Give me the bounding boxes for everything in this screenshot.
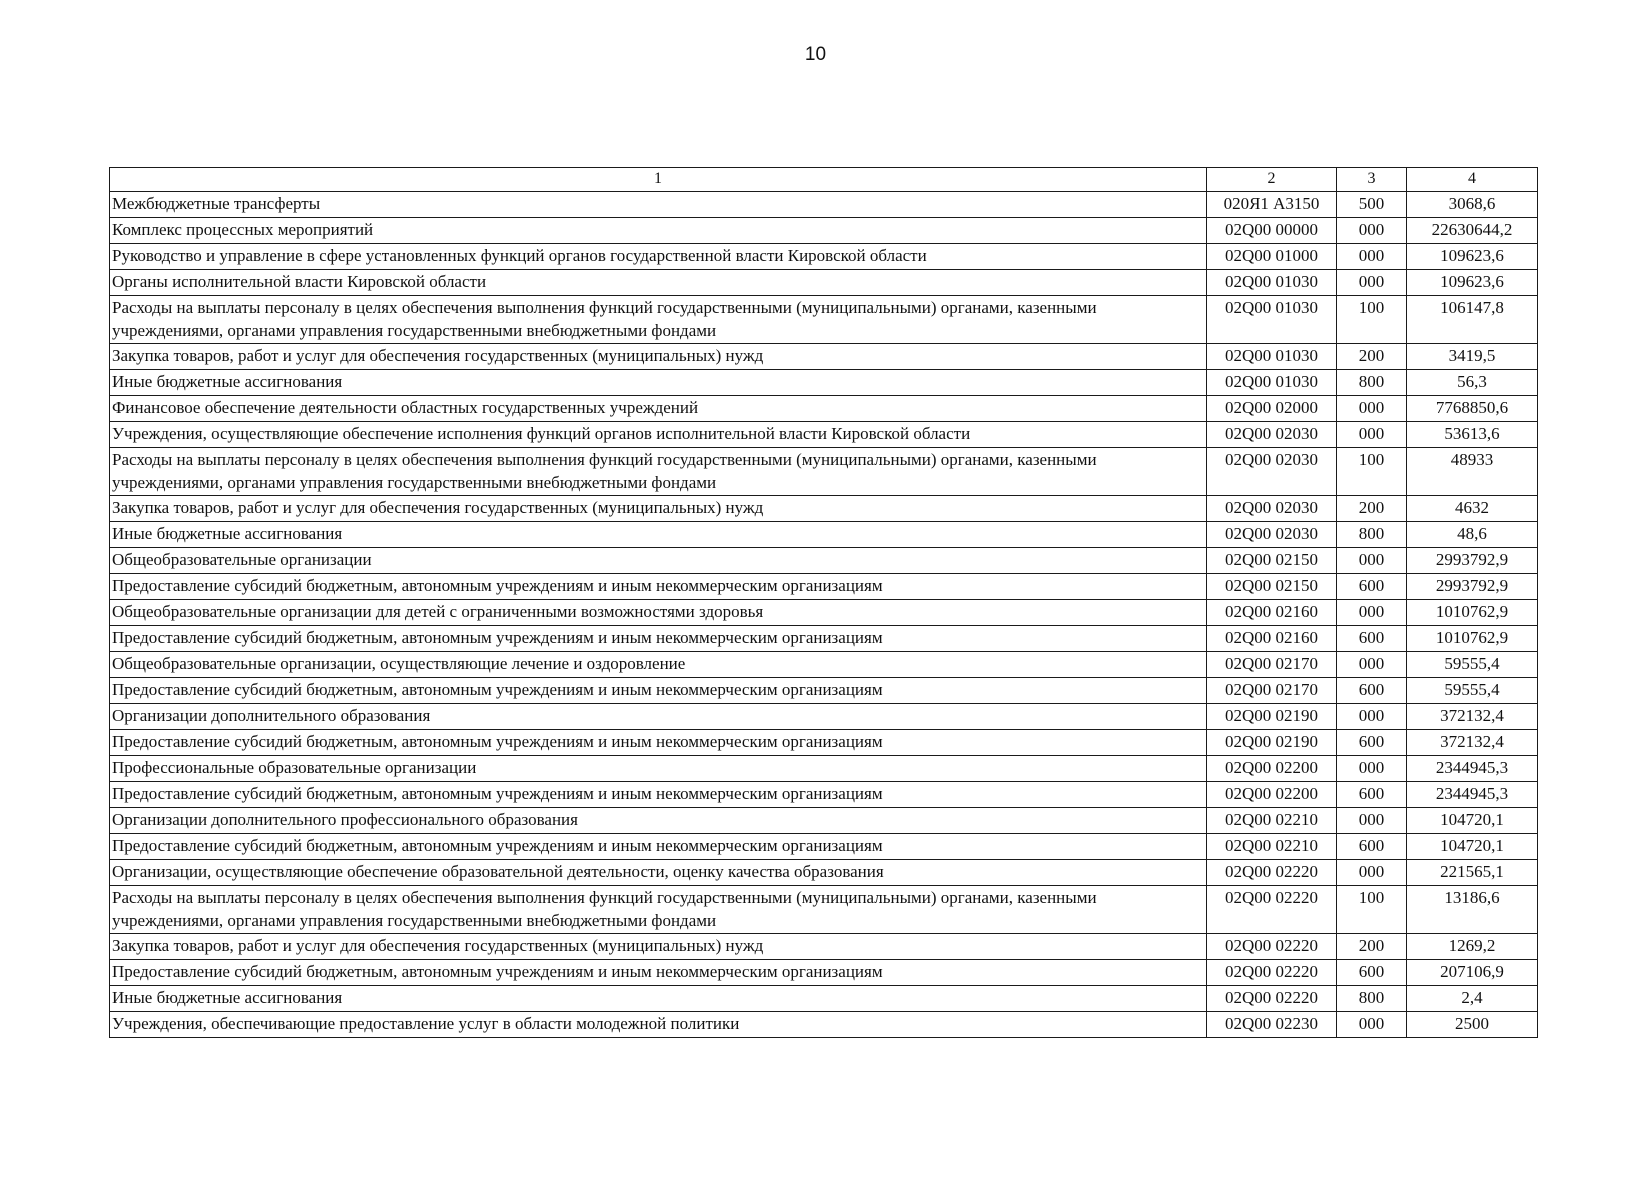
row-amount-cell: 109623,6 (1407, 244, 1538, 270)
row-expense-type-cell: 200 (1337, 344, 1407, 370)
row-code-cell: 020Я1 А3150 (1207, 192, 1337, 218)
row-name-cell: Закупка товаров, работ и услуг для обеспечения государственных (муниципальных) нужд (110, 934, 1207, 960)
row-code-cell: 02Q00 02190 (1207, 730, 1337, 756)
row-amount-cell: 13186,6 (1407, 886, 1538, 934)
row-expense-type-cell: 500 (1337, 192, 1407, 218)
table-row (110, 1012, 1538, 1038)
table-row (110, 218, 1538, 244)
row-code-cell: 02Q00 02220 (1207, 886, 1337, 934)
table-row (110, 808, 1538, 834)
row-expense-type-cell: 600 (1337, 574, 1407, 600)
row-name-cell: Организации дополнительного образования (110, 704, 1207, 730)
row-code-cell: 02Q00 02220 (1207, 960, 1337, 986)
row-expense-type-cell: 800 (1337, 370, 1407, 396)
row-name-cell: Закупка товаров, работ и услуг для обеспечения государственных (муниципальных) нужд (110, 496, 1207, 522)
row-name-cell: Органы исполнительной власти Кировской области (110, 270, 1207, 296)
row-code-cell: 02Q00 02200 (1207, 782, 1337, 808)
table-row (110, 730, 1538, 756)
row-code-cell: 02Q00 02190 (1207, 704, 1337, 730)
row-name-cell: Закупка товаров, работ и услуг для обеспечения государственных (муниципальных) нужд (110, 344, 1207, 370)
table-row (110, 370, 1538, 396)
row-expense-type-cell: 000 (1337, 218, 1407, 244)
row-code-cell: 02Q00 02230 (1207, 1012, 1337, 1038)
row-amount-cell: 4632 (1407, 496, 1538, 522)
row-name-cell: Комплекс процессных мероприятий (110, 218, 1207, 244)
row-code-cell: 02Q00 02030 (1207, 448, 1337, 496)
row-expense-type-cell: 100 (1337, 448, 1407, 496)
row-expense-type-cell: 800 (1337, 522, 1407, 548)
row-amount-cell: 2344945,3 (1407, 756, 1538, 782)
table-row (110, 756, 1538, 782)
page-number: 10 (804, 44, 827, 65)
table-row (110, 834, 1538, 860)
row-amount-cell: 2344945,3 (1407, 782, 1538, 808)
row-amount-cell: 53613,6 (1407, 422, 1538, 448)
row-expense-type-cell: 600 (1337, 678, 1407, 704)
row-code-cell: 02Q00 02210 (1207, 834, 1337, 860)
table-row (110, 522, 1538, 548)
row-amount-cell: 1010762,9 (1407, 626, 1538, 652)
row-expense-type-cell: 000 (1337, 860, 1407, 886)
row-amount-cell: 2993792,9 (1407, 548, 1538, 574)
table-row (110, 678, 1538, 704)
row-amount-cell: 1010762,9 (1407, 600, 1538, 626)
table-row (110, 600, 1538, 626)
table-row (110, 986, 1538, 1012)
table-row (110, 422, 1538, 448)
row-amount-cell: 106147,8 (1407, 296, 1538, 344)
row-name-cell: Руководство и управление в сфере установленных функций органов государственной власти Кировской области (110, 244, 1207, 270)
row-code-cell: 02Q00 02030 (1207, 422, 1337, 448)
row-expense-type-cell: 000 (1337, 808, 1407, 834)
row-code-cell: 02Q00 02160 (1207, 600, 1337, 626)
row-code-cell: 02Q00 01030 (1207, 296, 1337, 344)
row-expense-type-cell: 600 (1337, 782, 1407, 808)
table-row (110, 934, 1538, 960)
row-name-cell: Предоставление субсидий бюджетным, автономным учреждениям и иным некоммерческим организациям (110, 626, 1207, 652)
row-amount-cell: 48,6 (1407, 522, 1538, 548)
row-code-cell: 02Q00 02030 (1207, 522, 1337, 548)
row-expense-type-cell: 100 (1337, 886, 1407, 934)
row-code-cell: 02Q00 02210 (1207, 808, 1337, 834)
row-expense-type-cell: 000 (1337, 652, 1407, 678)
table-row (110, 344, 1538, 370)
table-row (110, 574, 1538, 600)
row-name-cell: Профессиональные образовательные организации (110, 756, 1207, 782)
row-amount-cell: 59555,4 (1407, 652, 1538, 678)
row-expense-type-cell: 800 (1337, 986, 1407, 1012)
row-amount-cell: 2993792,9 (1407, 574, 1538, 600)
row-name-cell: Предоставление субсидий бюджетным, автономным учреждениям и иным некоммерческим организациям (110, 834, 1207, 860)
row-expense-type-cell: 600 (1337, 960, 1407, 986)
row-code-cell: 02Q00 02030 (1207, 496, 1337, 522)
row-amount-cell: 59555,4 (1407, 678, 1538, 704)
row-name-cell: Предоставление субсидий бюджетным, автономным учреждениям и иным некоммерческим организациям (110, 574, 1207, 600)
row-code-cell: 02Q00 01030 (1207, 270, 1337, 296)
row-amount-cell: 3068,6 (1407, 192, 1538, 218)
row-expense-type-cell: 200 (1337, 496, 1407, 522)
table-row (110, 244, 1538, 270)
table-row (110, 270, 1538, 296)
row-amount-cell: 372132,4 (1407, 704, 1538, 730)
row-code-cell: 02Q00 02000 (1207, 396, 1337, 422)
row-expense-type-cell: 200 (1337, 934, 1407, 960)
table-row (110, 886, 1538, 934)
row-amount-cell: 7768850,6 (1407, 396, 1538, 422)
row-amount-cell: 109623,6 (1407, 270, 1538, 296)
row-name-cell: Предоставление субсидий бюджетным, автономным учреждениям и иным некоммерческим организациям (110, 730, 1207, 756)
row-code-cell: 02Q00 01030 (1207, 370, 1337, 396)
column-header-amount: 4 (1407, 168, 1538, 192)
row-amount-cell: 2,4 (1407, 986, 1538, 1012)
row-expense-type-cell: 000 (1337, 244, 1407, 270)
row-amount-cell: 221565,1 (1407, 860, 1538, 886)
row-name-cell: Расходы на выплаты персоналу в целях обеспечения выполнения функций государственными (муниципальными) органами, казенными учреждениями, органами управления государственными внебюджетными фондами (110, 448, 1207, 496)
table-row (110, 192, 1538, 218)
row-name-cell: Предоставление субсидий бюджетным, автономным учреждениям и иным некоммерческим организациям (110, 782, 1207, 808)
row-code-cell: 02Q00 02220 (1207, 860, 1337, 886)
table-row (110, 652, 1538, 678)
row-expense-type-cell: 000 (1337, 396, 1407, 422)
row-code-cell: 02Q00 02170 (1207, 678, 1337, 704)
row-amount-cell: 207106,9 (1407, 960, 1538, 986)
row-amount-cell: 2500 (1407, 1012, 1538, 1038)
row-name-cell: Предоставление субсидий бюджетным, автономным учреждениям и иным некоммерческим организациям (110, 678, 1207, 704)
table-row (110, 960, 1538, 986)
row-name-cell: Иные бюджетные ассигнования (110, 986, 1207, 1012)
row-name-cell: Общеобразовательные организации, осуществляющие лечение и оздоровление (110, 652, 1207, 678)
row-name-cell: Межбюджетные трансферты (110, 192, 1207, 218)
table-row (110, 496, 1538, 522)
table-row (110, 704, 1538, 730)
table-row (110, 626, 1538, 652)
row-expense-type-cell: 000 (1337, 548, 1407, 574)
column-header-code: 2 (1207, 168, 1337, 192)
row-code-cell: 02Q00 02170 (1207, 652, 1337, 678)
row-amount-cell: 3419,5 (1407, 344, 1538, 370)
row-name-cell: Организации, осуществляющие обеспечение образовательной деятельности, оценку качества образования (110, 860, 1207, 886)
row-code-cell: 02Q00 02150 (1207, 548, 1337, 574)
row-expense-type-cell: 000 (1337, 422, 1407, 448)
row-code-cell: 02Q00 02150 (1207, 574, 1337, 600)
row-name-cell: Учреждения, осуществляющие обеспечение исполнения функций органов исполнительной власти Кировской области (110, 422, 1207, 448)
row-name-cell: Расходы на выплаты персоналу в целях обеспечения выполнения функций государственными (муниципальными) органами, казенными учреждениями, органами управления государственными внебюджетными фондами (110, 296, 1207, 344)
table-row (110, 782, 1538, 808)
row-amount-cell: 104720,1 (1407, 808, 1538, 834)
row-expense-type-cell: 600 (1337, 834, 1407, 860)
column-header-name: 1 (110, 168, 1207, 192)
row-code-cell: 02Q00 02220 (1207, 934, 1337, 960)
row-code-cell: 02Q00 00000 (1207, 218, 1337, 244)
row-expense-type-cell: 000 (1337, 600, 1407, 626)
row-amount-cell: 372132,4 (1407, 730, 1538, 756)
row-code-cell: 02Q00 02220 (1207, 986, 1337, 1012)
row-name-cell: Общеобразовательные организации (110, 548, 1207, 574)
row-name-cell: Расходы на выплаты персоналу в целях обеспечения выполнения функций государственными (муниципальными) органами, казенными учреждениями, органами управления государственными внебюджетными фондами (110, 886, 1207, 934)
row-amount-cell: 104720,1 (1407, 834, 1538, 860)
column-header-expense-type: 3 (1337, 168, 1407, 192)
row-name-cell: Предоставление субсидий бюджетным, автономным учреждениям и иным некоммерческим организациям (110, 960, 1207, 986)
row-expense-type-cell: 000 (1337, 704, 1407, 730)
row-amount-cell: 22630644,2 (1407, 218, 1538, 244)
row-code-cell: 02Q00 01000 (1207, 244, 1337, 270)
row-amount-cell: 1269,2 (1407, 934, 1538, 960)
row-expense-type-cell: 000 (1337, 270, 1407, 296)
row-expense-type-cell: 600 (1337, 730, 1407, 756)
row-expense-type-cell: 000 (1337, 1012, 1407, 1038)
row-expense-type-cell: 600 (1337, 626, 1407, 652)
row-name-cell: Финансовое обеспечение деятельности областных государственных учреждений (110, 396, 1207, 422)
row-code-cell: 02Q00 01030 (1207, 344, 1337, 370)
row-name-cell: Иные бюджетные ассигнования (110, 370, 1207, 396)
table-row (110, 396, 1538, 422)
table-row (110, 860, 1538, 886)
row-name-cell: Общеобразовательные организации для детей с ограниченными возможностями здоровья (110, 600, 1207, 626)
row-name-cell: Учреждения, обеспечивающие предоставление услуг в области молодежной политики (110, 1012, 1207, 1038)
table-body (110, 192, 1538, 1038)
row-code-cell: 02Q00 02200 (1207, 756, 1337, 782)
row-amount-cell: 48933 (1407, 448, 1538, 496)
row-expense-type-cell: 000 (1337, 756, 1407, 782)
row-amount-cell: 56,3 (1407, 370, 1538, 396)
row-name-cell: Иные бюджетные ассигнования (110, 522, 1207, 548)
table-row (110, 448, 1538, 496)
row-name-cell: Организации дополнительного профессионального образования (110, 808, 1207, 834)
row-expense-type-cell: 100 (1337, 296, 1407, 344)
table-row (110, 296, 1538, 344)
budget-table (109, 167, 1538, 1038)
table-header-row (110, 168, 1538, 192)
table-row (110, 548, 1538, 574)
row-code-cell: 02Q00 02160 (1207, 626, 1337, 652)
